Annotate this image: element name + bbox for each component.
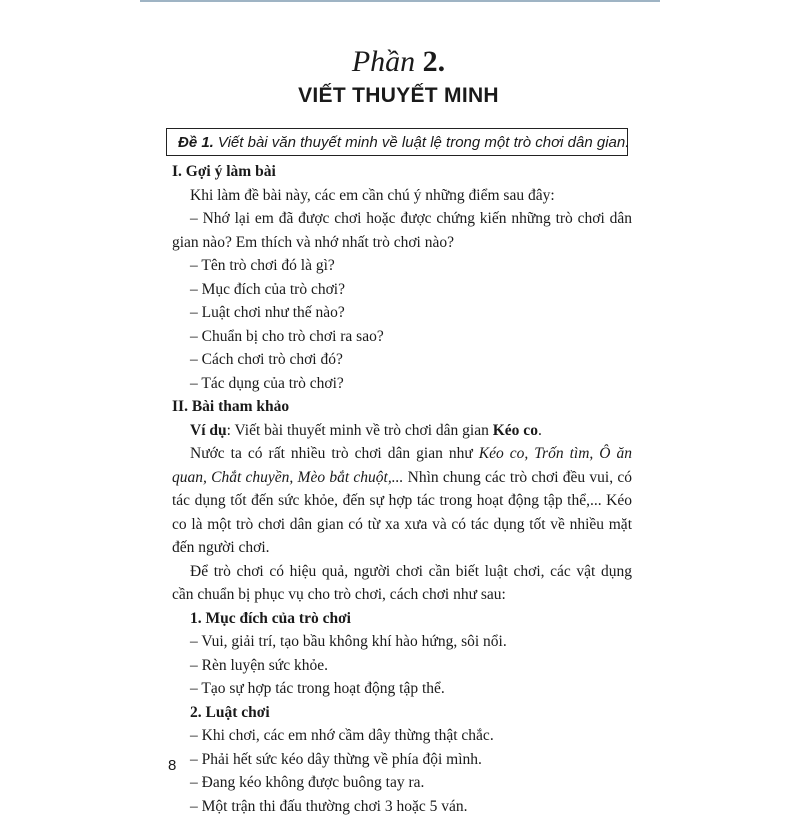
example-text: : Viết bài thuyết minh về trò chơi dân gian [227,422,493,439]
page-number: 8 [168,757,176,774]
example-line [172,419,632,443]
subsection-heading: 1. Mục đích của trò chơi [172,607,632,631]
content [172,160,632,818]
example-label: Ví dụ [190,422,227,439]
paragraph: Để trò chơi có hiệu quả, người chơi cần biết luật chơi, các vật dụng cần chuẩn bị phục vụ cho trò chơi, cách chơi như sau: [172,560,632,607]
paragraph: Khi làm đề bài này, các em cần chú ý những điểm sau đây: [172,184,632,208]
paragraph [172,442,632,560]
topic-box [166,128,628,156]
example-game: Kéo co [493,422,538,439]
list-item: – Cách chơi trò chơi đó? [172,348,632,372]
list-item: – Khi chơi, các em nhớ cầm dây thừng thật chắc. [172,724,632,748]
list-item: – Phải hết sức kéo dây thừng về phía đội mình. [172,748,632,772]
list-item: – Rèn luyện sức khỏe. [172,654,632,678]
list-item: – Tác dụng của trò chơi? [172,372,632,396]
subsection-heading: 2. Luật chơi [172,701,632,725]
topic-text: Viết bài văn thuyết minh về luật lệ trong một trò chơi dân gian. [218,134,630,151]
list-item: – Nhớ lại em đã được chơi hoặc được chứng kiến những trò chơi dân gian nào? Em thích và nhớ nhất trò chơi nào? [172,207,632,254]
list-item: – Mục đích của trò chơi? [172,278,632,302]
list-item: – Tạo sự hợp tác trong hoạt động tập thể. [172,677,632,701]
para1-start: Nước ta có rất nhiều trò chơi dân gian như [190,445,479,462]
list-item: – Vui, giải trí, tạo bầu không khí hào hứng, sôi nổi. [172,630,632,654]
top-edge-line [140,0,660,2]
part-word: Phần [352,45,415,78]
part-number: 2. [423,45,446,78]
part-heading [0,44,797,80]
topic-label: Đề 1. [178,134,214,151]
list-item: – Tên trò chơi đó là gì? [172,254,632,278]
section-heading: II. Bài tham khảo [172,395,632,419]
list-item: – Một trận thi đấu thường chơi 3 hoặc 5 ván. [172,795,632,818]
page-title: VIẾT THUYẾT MINH [0,82,797,110]
example-end: . [538,422,542,439]
section-heading: I. Gợi ý làm bài [172,160,632,184]
para1-games: Kéo co, Trốn tìm, Ô ăn quan, Chắt chuyền, Mèo bắt chuột,... [172,445,632,486]
list-item: – Chuẩn bị cho trò chơi ra sao? [172,325,632,349]
para1-end: Nhìn chung các trò chơi đều vui, có tác dụng tốt đến sức khỏe, đến sự hợp tác trong hoạt động tập thể,... Kéo co là một trò chơi dân gian có từ xa xưa và có tác dụng tốt về nhiều mặt đến người chơi. [172,469,632,557]
list-item: – Đang kéo không được buông tay ra. [172,771,632,795]
list-item: – Luật chơi như thế nào? [172,301,632,325]
